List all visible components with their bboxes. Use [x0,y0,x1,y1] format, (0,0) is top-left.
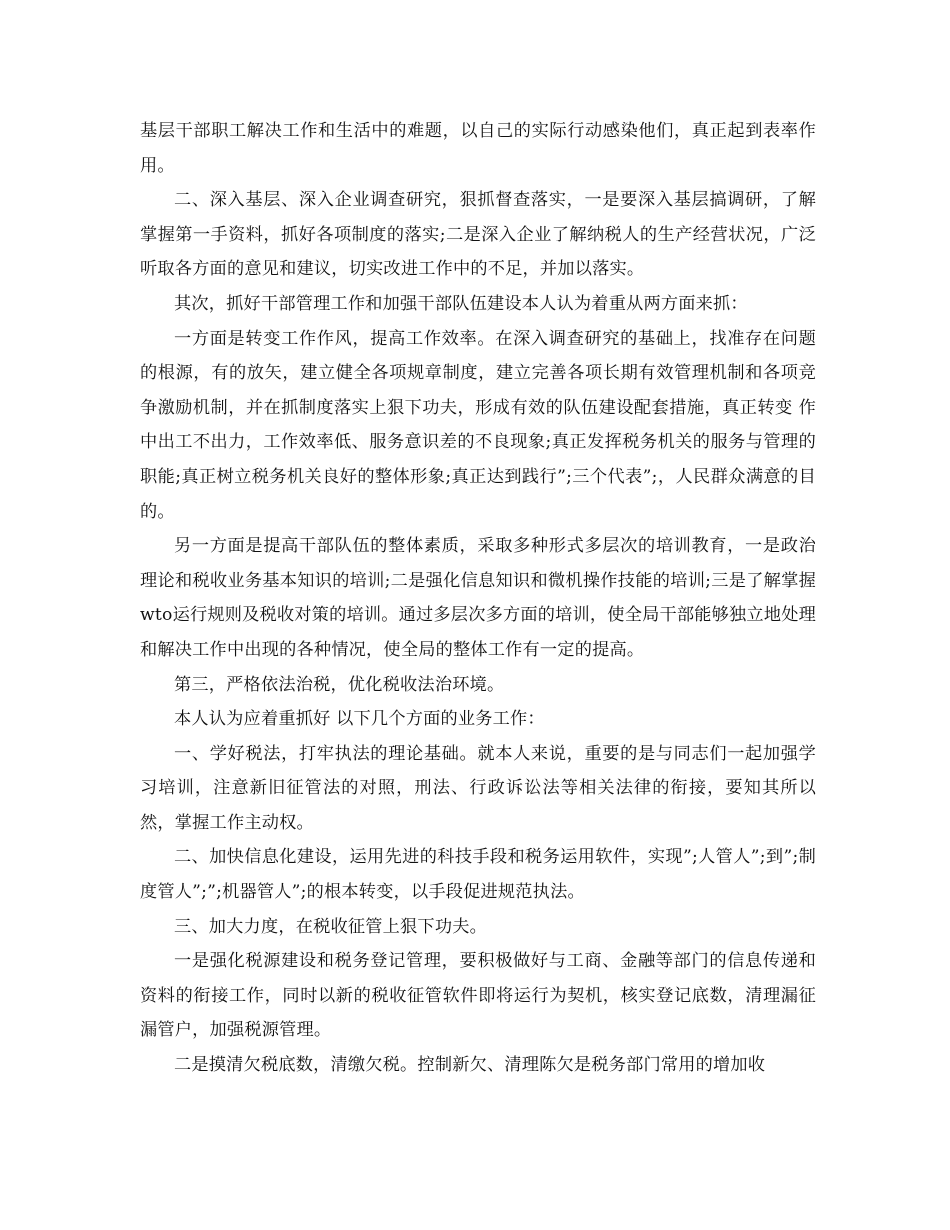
paragraph-tax-source: 一是强化税源建设和税务登记管理，要积极做好与工商、金融等部门的信息传递和资料的衔接工作，同时以新的税收征管软件即将运行为契机，核实登记底数，清理漏征漏管户，加强税源管理。 [140,951,816,1041]
document-body [140,114,816,1083]
paragraph-enforcement: 三、加大力度，在税收征管上狠下功夫。 [174,916,487,937]
paragraph-continuation: 基层干部职工解决工作和生活中的难题，以自己的实际行动感染他们，真正起到表率作用。 [140,121,816,176]
paragraph-informatization: 二、加快信息化建设，运用先进的科技手段和税务运用软件，实现”;人管人”;到”;制度管人”;”;机器管人”;的根本转变，以手段促进规范执法。 [140,847,816,903]
paragraph-thirdly: 第三，严格依法治税，优化税收法治环境。 [174,674,505,695]
paragraph-focus: 本人认为应着重抓好 以下几个方面的业务工作： [174,709,545,730]
paragraph-work-style: 一方面是转变工作作风，提高工作效率。在深入调查研究的基础上，找准存在问题的根源，有的放矢，建立健全各项规章制度，建立完善各项长期有效管理机制和各项竞争激励机制，并在抓制度落实上狠下功夫，形成有效的队伍建设配套措施，真正转变 作中出工不出力，工作效率低、服务意识差的不良现象;真正发挥税务机关的服务与管理的职能;真正树立税务机关良好的整体形象;真正达到践行”;三个代表”;，人民群众满意的目的。 [140,328,816,522]
paragraph-quality: 另一方面是提高干部队伍的整体素质，采取多种形式多层次的培训教育，一是政治理论和税收业务基本知识的培训;二是强化信息知识和微机操作技能的培训;三是了解掌握wto运行规则及税收对策的培训。通过多层次多方面的培训，使全局干部能够独立地处理和解决工作中出现的各种情况，使全局的整体工作有一定的提高。 [140,536,816,660]
paragraph-deep-research: 二、深入基层、深入企业调查研究，狠抓督查落实，一是要深入基层搞调研，了解掌握第一手资料，抓好各项制度的落实;二是深入企业了解纳税人的生产经营状况，广泛听取各方面的意见和建议，切实改进工作中的不足，并加以落实。 [140,190,816,280]
paragraph-tax-law: 一、学好税法，打牢执法的理论基础。就本人来说，重要的是与同志们一起加强学习培训，注意新旧征管法的对照，刑法、行政诉讼法等相关法律的衔接，要知其所以然，掌握工作主动权。 [140,743,816,833]
paragraph-secondly: 其次，抓好干部管理工作和加强干部队伍建设本人认为着重从两方面来抓： [174,293,748,314]
paragraph-arrears: 二是摸清欠税底数，清缴欠税。控制新欠、清理陈欠是税务部门常用的增加收 [174,1055,766,1076]
